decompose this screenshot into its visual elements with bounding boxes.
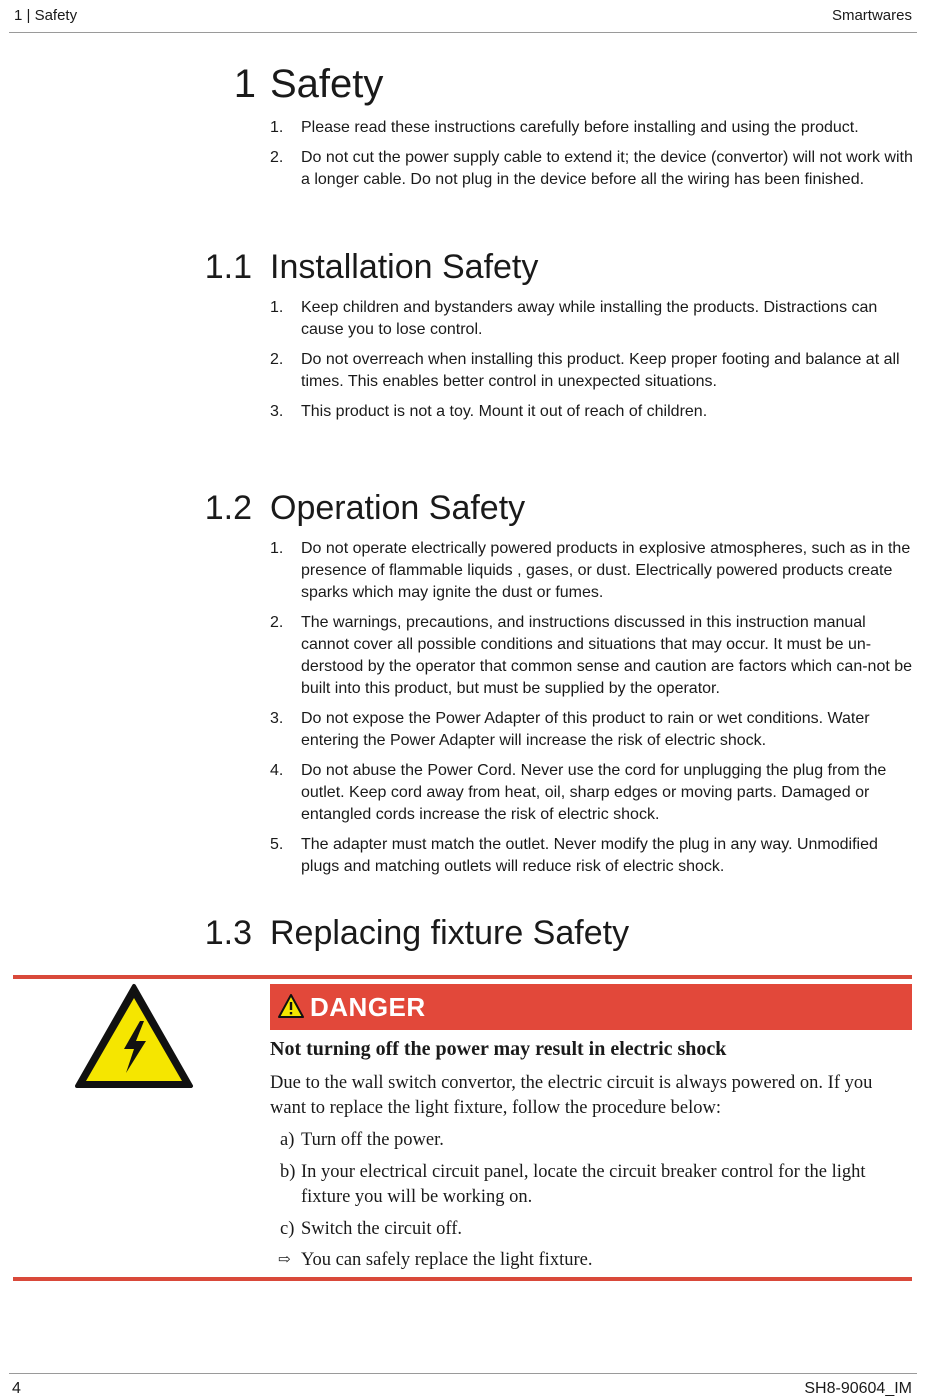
list-item: 1. Please read these instructions carefully before installing and using the product. [270,119,859,136]
list-item: 5. The adapter must match the outlet. Never modify the plug in any way. Unmodified plugs and matching outlets will reduce risk of electric shock. [270,836,878,875]
safety-list [270,117,915,199]
list-item: 2. Do not cut the power supply cable to extend it; the device (convertor) will not work with a longer cable. Do not plug in the device before all the wiring has been finished. [270,149,913,188]
section-title: Operation Safety [270,489,526,527]
section-heading-1-3 [0,914,950,958]
section-number: 1.3 [204,914,252,952]
high-voltage-warning-icon [74,983,194,1089]
page-number: 4 [12,1380,21,1397]
list-item: 4. Do not abuse the Power Cord. Never use the cord for unplugging the plug from the outlet. Keep cord away from heat, oil, sharp edges or moving parts. Damaged or entangled cords increase the risk of electric shock. [270,762,887,823]
result-text: You can safely replace the light fixture. [301,1250,593,1270]
result-arrow-icon: ⇨ [278,1252,291,1268]
list-item: a) Turn off the power. [280,1130,444,1150]
installation-safety-list [270,297,915,431]
section-title: Replacing fixture Safety [270,914,630,952]
danger-body: Due to the wall switch convertor, the electric circuit is always powered on. If you want to replace the light fixture, follow the procedure below: [270,1073,873,1118]
danger-banner [270,984,912,1030]
section-heading-1-2 [0,489,950,533]
procedure-result [270,1248,592,1273]
danger-top-rule [13,975,912,979]
section-number: 1.2 [204,489,252,527]
operation-safety-list [270,538,915,886]
section-number: 1.1 [204,248,252,286]
section-title: Safety [270,62,384,106]
list-item: 2. The warnings, precautions, and instructions discussed in this instruction manual cannot cover all possible conditions and situations that may occur. It must be un-derstood by the operator that common sense and caution are factors which can-not be built into this product, but must be supplied by the operator. [270,614,913,697]
header-brand: Smartwares [831,7,912,24]
list-item: 3. This product is not a toy. Mount it out of reach of children. [270,403,708,420]
page-footer [9,1373,917,1400]
procedure-steps [270,1128,915,1249]
section-heading-1 [0,62,950,112]
section-title: Installation Safety [270,248,539,286]
list-item: 2. Do not overreach when installing this product. Keep proper footing and balance at all times. This enables better control in unexpected situations. [270,351,900,390]
warning-triangle-icon [278,994,304,1018]
list-item: 1. Do not operate electrically powered products in explosive atmospheres, such as in the presence of flammable liquids , gases, or dust. Electrically powered products create sparks which may ignite the dust or fumes. [270,540,911,601]
list-item: c) Switch the circuit off. [280,1219,462,1239]
document-code: SH8-90604_IM [804,1380,912,1397]
list-item: b) In your electrical circuit panel, locate the circuit breaker control for the light fixture you will be working on. [280,1162,866,1207]
danger-bottom-rule [13,1277,912,1281]
danger-label: DANGER [310,992,426,1022]
header-section: 1 | Safety [14,7,78,24]
section-heading-1-1 [0,248,950,292]
page-header [9,0,917,33]
section-number: 1 [233,62,256,106]
list-item: 3. Do not expose the Power Adapter of this product to rain or wet conditions. Water entering the Power Adapter will increase the risk of electric shock. [270,710,870,749]
danger-subtitle: Not turning off the power may result in electric shock [270,1038,727,1060]
list-item: 1. Keep children and bystanders away while installing the products. Distractions can cause you to lose control. [270,299,878,338]
